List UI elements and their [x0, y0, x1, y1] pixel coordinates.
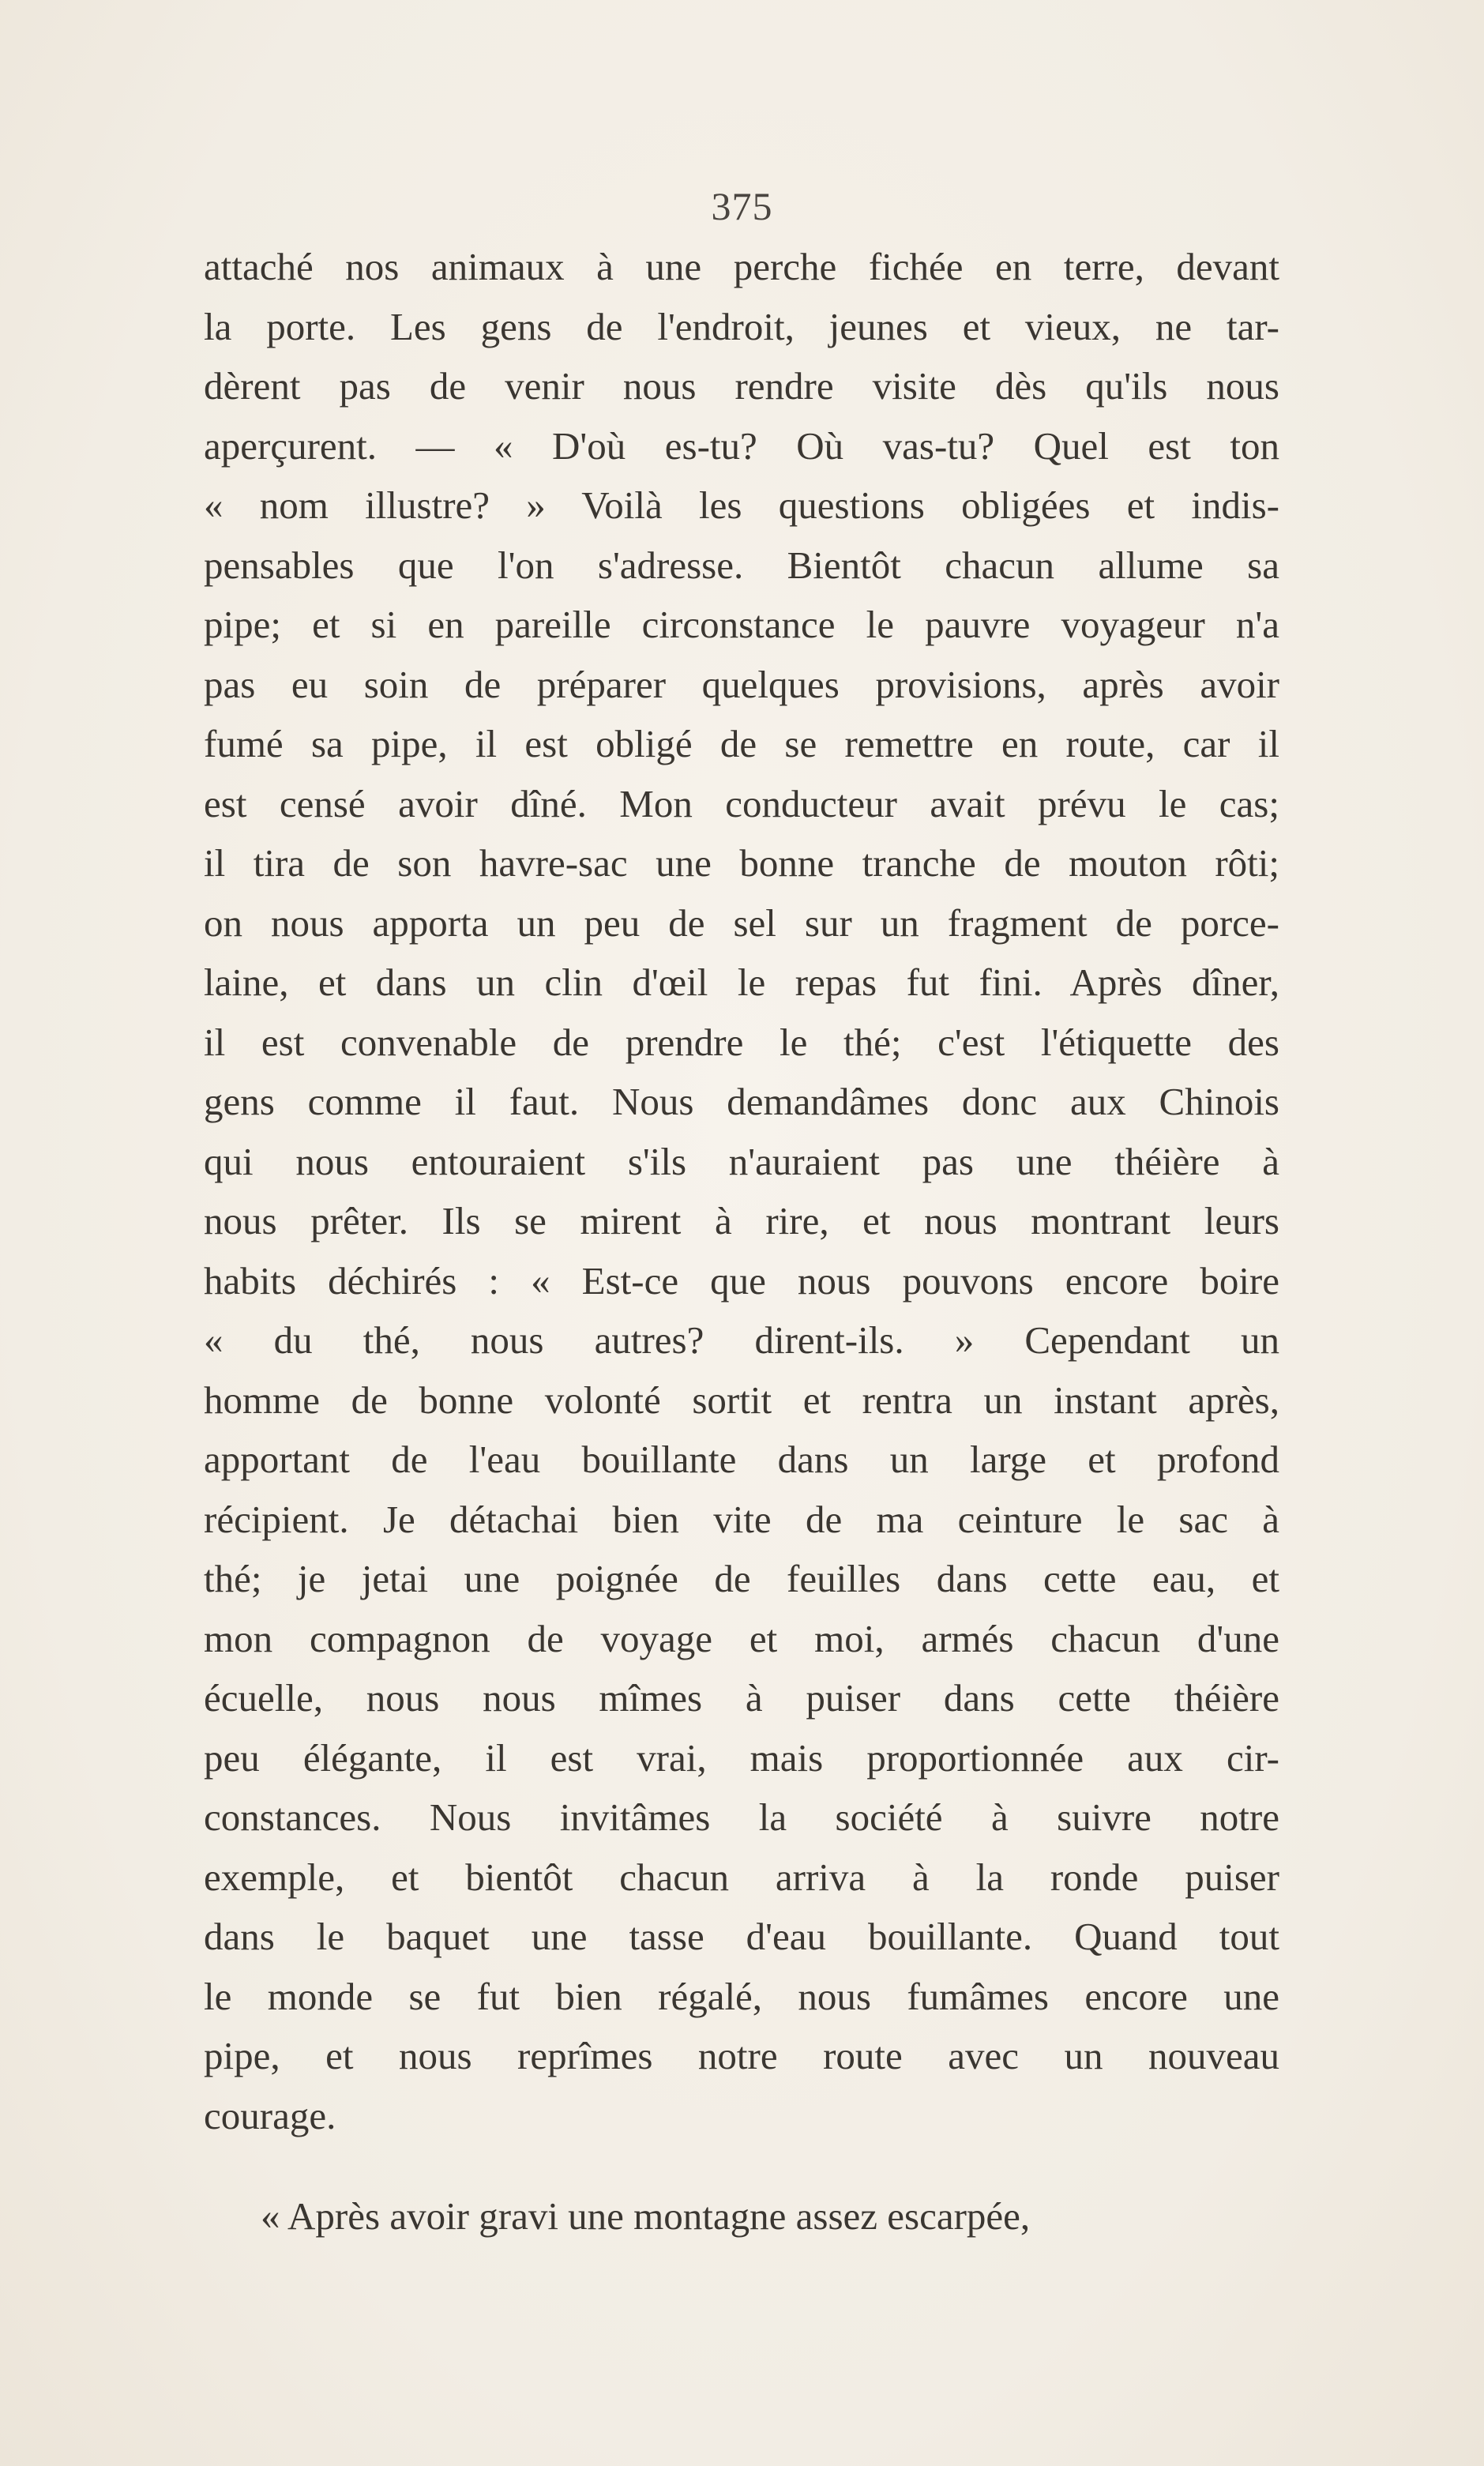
text-line: il tira de son havre-sac une bonne tranche de mouton rôti;	[204, 841, 1279, 885]
text-line: le monde se fut bien régalé, nous fumâmes encore une	[204, 1974, 1279, 2018]
text-line: attaché nos animaux à une perche fichée en terre, devant	[204, 245, 1279, 288]
text-line: nous prêter. Ils se mirent à rire, et nous montrant leurs	[204, 1199, 1279, 1242]
text-line: dans le baquet une tasse d'eau bouillante. Quand tout	[204, 1915, 1279, 1958]
text-line: gens comme il faut. Nous demandâmes donc aux Chinois	[204, 1080, 1279, 1123]
text-line: « nom illustre? » Voilà les questions obligées et indis-	[204, 483, 1279, 527]
paragraph-1	[204, 237, 1279, 2145]
text-line: thé; je jetai une poignée de feuilles dans cette eau, et	[204, 1557, 1279, 1600]
text-line: il est convenable de prendre le thé; c'est l'étiquette des	[204, 1020, 1279, 1064]
text-line: mon compagnon de voyage et moi, armés chacun d'une	[204, 1616, 1279, 1660]
text-line: peu élégante, il est vrai, mais proportionnée aux cir-	[204, 1735, 1279, 1780]
text-line: habits déchirés : « Est-ce que nous pouvons encore boire	[204, 1258, 1279, 1303]
text-line: dèrent pas de venir nous rendre visite dès qu'ils nous	[204, 364, 1279, 408]
text-line: apportant de l'eau bouillante dans un large et profond	[204, 1438, 1279, 1481]
text-line: aperçurent. — « D'où es-tu? Où vas-tu? Quel est ton	[204, 423, 1279, 468]
text-line: homme de bonne volonté sortit et rentra un instant après,	[204, 1378, 1279, 1422]
text-line: qui nous entouraient s'ils n'auraient pas une théière à	[204, 1139, 1279, 1183]
text-line: pas eu soin de préparer quelques provisions, après avoir	[204, 662, 1279, 706]
text-line: laine, et dans un clin d'œil le repas fut fini. Après dîner,	[204, 960, 1279, 1004]
text-line: pipe; et si en pareille circonstance le pauvre voyageur n'a	[204, 603, 1279, 646]
text-line: pipe, et nous reprîmes notre route avec un nouveau	[204, 2034, 1279, 2077]
text-line: « Après avoir gravi une montagne assez escarpée,	[261, 2194, 1031, 2238]
body-text	[204, 237, 1279, 2246]
text-line: pensables que l'on s'adresse. Bientôt chacun allume sa	[204, 543, 1279, 587]
page-number: 375	[711, 184, 773, 228]
text-line: constances. Nous invitâmes la société à suivre notre	[204, 1795, 1279, 1839]
text-line: fumé sa pipe, il est obligé de se remettre en route, car il	[204, 722, 1279, 765]
text-line: « du thé, nous autres? dirent-ils. » Cependant un	[204, 1318, 1279, 1362]
paragraph-2	[204, 2186, 1279, 2246]
text-line: courage.	[204, 2093, 336, 2137]
text-line: est censé avoir dîné. Mon conducteur avait prévu le cas;	[204, 781, 1279, 825]
text-line: on nous apporta un peu de sel sur un fragment de porce-	[204, 900, 1279, 945]
text-line: exemple, et bientôt chacun arriva à la ronde puiser	[204, 1855, 1279, 1899]
text-line: la porte. Les gens de l'endroit, jeunes et vieux, ne tar-	[204, 304, 1279, 348]
paragraph-gap	[204, 2145, 1279, 2186]
text-line: récipient. Je détachai bien vite de ma ceinture le sac à	[204, 1497, 1279, 1541]
text-line: écuelle, nous nous mîmes à puiser dans cette théière	[204, 1676, 1279, 1720]
